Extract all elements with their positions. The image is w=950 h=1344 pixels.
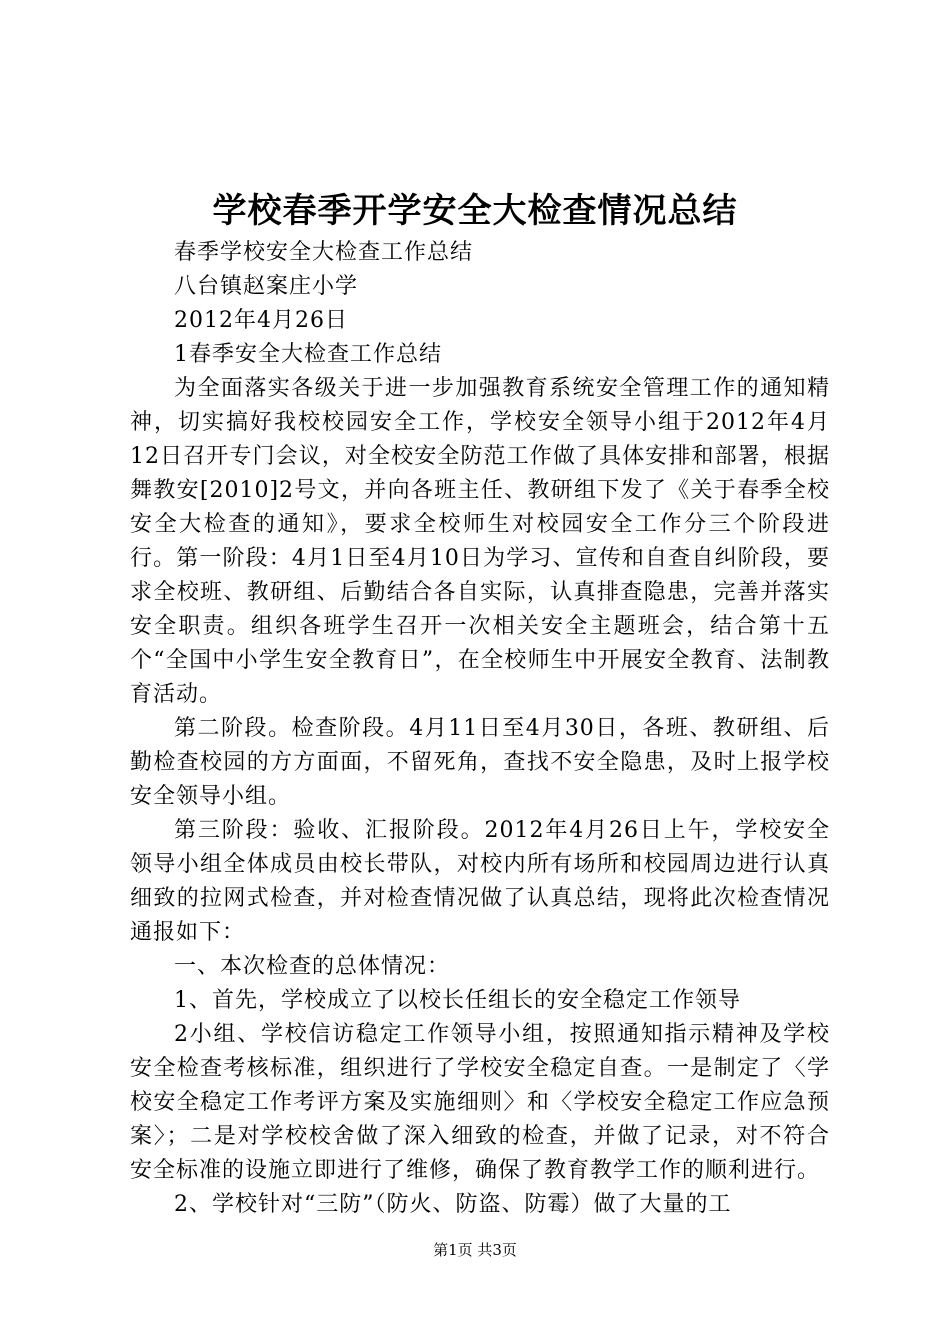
paragraph: 为全面落实各级关于进一步加强教育系统安全管理工作的通知精神，切实搞好我校校园安全工作，学校安全领导小组于2012年4月12日召开专门会议，对全校安全防范工作做了具体安排和部署，根据舞教安[2010]2号文，并向各班主任、教研组下发了《关于春季全校安全大检查的通知》，要求全校师生对校园安全工作分三个阶段进行。第一阶段：4月1日至4月10日为学习、宣传和自查自纠阶段，要求全校班、教研组、后勤结合各自实际，认真排查隐患，完善并落实安全职责。组织各班学生召开一次相关安全主题班会，结合第十五个“全国中小学生安全教育日”，在全校师生中开展安全教育、法制教育活动。 — [130, 376, 830, 707]
page-footer: 第1页 共3页 — [433, 1241, 517, 1259]
paragraph: 八台镇赵案庄小学 — [174, 274, 359, 299]
paragraph: 1、首先，学校成立了以校长任组长的安全稳定工作领导 — [174, 988, 741, 1013]
paragraph: 2012年4月26日 — [174, 308, 348, 333]
paragraph: 第三阶段：验收、汇报阶段。2012年4月26日上午，学校安全领导小组全体成员由校长带队，对校内所有场所和校园周边进行认真细致的拉网式检查，并对检查情况做了认真总结，现将此次检查情况通报如下： — [130, 818, 830, 945]
paragraph: 春季学校安全大检查工作总结 — [174, 240, 474, 265]
document-body — [130, 236, 830, 1222]
paragraph: 一、本次检查的总体情况： — [174, 954, 451, 979]
paragraph: 2小组、学校信访稳定工作领导小组，按照通知指示精神及学校安全检查考核标准，组织进行了学校安全稳定自查。一是制定了〈学校安全稳定工作考评方案及实施细则〉和〈学校安全稳定工作应急预案〉；二是对学校校舍做了深入细致的检查，并做了记录，对不符合安全标准的设施立即进行了维修，确保了教育教学工作的顺利进行。 — [130, 1022, 830, 1183]
paragraph: 1春季安全大检查工作总结 — [174, 342, 442, 367]
paragraph: 第二阶段。检查阶段。4月11日至4月30日，各班、教研组、后勤检查校园的方方面面，不留死角，查找不安全隐患，及时上报学校安全领导小组。 — [130, 716, 830, 809]
document-title: 学校春季开学安全大检查情况总结 — [212, 191, 738, 231]
paragraph: 2、学校针对“三防”（防火、防盗、防霉）做了大量的工 — [174, 1192, 732, 1217]
